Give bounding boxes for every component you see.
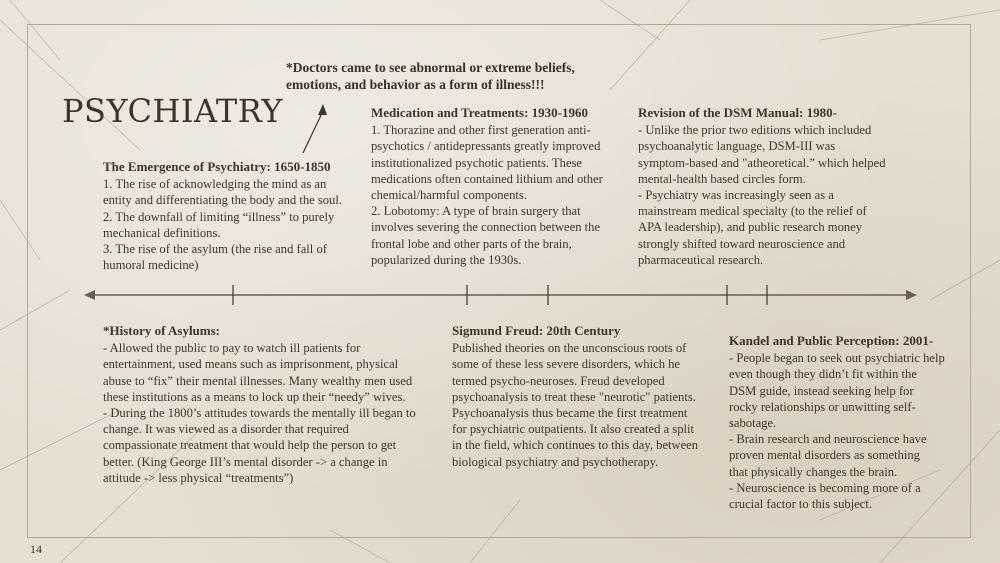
section-line: mechanical definitions. bbox=[103, 225, 221, 240]
section-line: attitude -> less physical “treatments”) bbox=[103, 470, 294, 485]
section-line: 2. The downfall of limiting “illness” to purely bbox=[103, 209, 335, 224]
section-line: strongly shifted toward neuroscience and bbox=[638, 236, 846, 251]
section-line: proven mental disorders as something bbox=[729, 448, 920, 463]
section-line: - People began to seek out psychiatric help bbox=[729, 351, 945, 366]
section-emergence bbox=[103, 159, 342, 273]
section-line: - During the 1800’s attitudes towards the mentally ill began to bbox=[103, 406, 416, 421]
pointer-arrow-line bbox=[303, 111, 323, 153]
section-line: 1. The rise of acknowledging the mind as an bbox=[103, 177, 327, 192]
section-line: institutionalized psychotic patients. These bbox=[371, 155, 583, 170]
section-line: these institutions as a means to lock up their “needy” wives. bbox=[103, 389, 406, 404]
section-line: chemical/harmful components. bbox=[371, 188, 527, 203]
section-medication bbox=[371, 105, 603, 268]
section-line: change. It was viewed as a disorder that required bbox=[103, 422, 349, 437]
section-heading: Revision of the DSM Manual: 1980- bbox=[638, 105, 837, 120]
section-line: DSM guide, instead seeking help for bbox=[729, 383, 914, 398]
section-line: some of these less severe disorders, which he bbox=[452, 357, 681, 372]
section-line: rocky relationships or unwitting self- bbox=[729, 399, 916, 414]
section-line: frontal lobe and other parts of the brain, bbox=[371, 236, 572, 251]
section-line: 1. Thorazine and other first generation anti- bbox=[371, 123, 591, 138]
section-heading: Medication and Treatments: 1930-1960 bbox=[371, 105, 589, 120]
section-line: compassionate treatment that would help the person to get bbox=[103, 438, 397, 453]
section-line: Psychoanalysis thus became the first treatment bbox=[452, 406, 688, 421]
section-line: entertainment, used means such as imprisonment, physical bbox=[103, 357, 399, 372]
timeline-right-arrow bbox=[906, 290, 917, 300]
section-line: - Allowed the public to pay to watch ill patients for bbox=[103, 341, 361, 356]
timeline-left-arrow bbox=[84, 290, 95, 300]
section-heading: *History of Asylums: bbox=[103, 323, 220, 338]
page-number: 14 bbox=[30, 542, 42, 556]
section-line: mental-health based circles form. bbox=[638, 171, 806, 186]
section-line: in the field, which continues to this day, between bbox=[452, 438, 699, 453]
section-line: 2. Lobotomy: A type of brain surgery that bbox=[371, 204, 581, 219]
section-line: Published theories on the unconscious roots of bbox=[452, 341, 687, 356]
note-line: *Doctors came to see abnormal or extreme beliefs, bbox=[286, 60, 575, 75]
section-line: symptom-based and "atheoretical.” which helped bbox=[638, 155, 886, 170]
section-line: sabotage. bbox=[729, 416, 777, 431]
section-line: popularized during the 1930s. bbox=[371, 252, 522, 267]
section-line: - Neuroscience is becoming more of a bbox=[729, 480, 921, 495]
section-dsm bbox=[638, 105, 886, 268]
section-heading: Kandel and Public Perception: 2001- bbox=[729, 333, 934, 348]
section-line: that physically changes the brain. bbox=[729, 464, 898, 479]
section-line: pharmaceutical research. bbox=[638, 252, 764, 267]
section-line: psychotics / antidepressants greatly improved bbox=[371, 139, 601, 154]
section-line: 3. The rise of the asylum (the rise and fall of bbox=[103, 242, 327, 257]
section-line: psychoanalysis to treat these "neurotic" patients. bbox=[452, 389, 696, 404]
section-line: termed psycho-neuroses. Freud developed bbox=[452, 373, 665, 388]
section-line: humoral medicine) bbox=[103, 258, 199, 273]
section-line: entity and differentiating the body and the soul. bbox=[103, 193, 342, 208]
section-line: involves severing the connection between the bbox=[371, 220, 601, 235]
page-title: PSYCHIATRY bbox=[62, 92, 283, 130]
section-asylums bbox=[103, 323, 416, 486]
section-heading: The Emergence of Psychiatry: 1650-1850 bbox=[103, 159, 331, 174]
pointer-arrow-head bbox=[318, 104, 327, 115]
section-line: better. (King George III’s mental disorder -> a change in bbox=[103, 454, 388, 469]
section-line: for psychiatric outpatients. It also created a split bbox=[452, 422, 694, 437]
section-line: even though they didn’t fit within the bbox=[729, 367, 917, 382]
note-line: emotions, and behavior as a form of illness!!! bbox=[286, 77, 545, 92]
section-line: - Psychiatry was increasingly seen as a bbox=[638, 188, 834, 203]
section-line: psychoanalytic language, DSM-III was bbox=[638, 139, 836, 154]
section-line: medications often contained lithium and other bbox=[371, 171, 603, 186]
section-line: - Brain research and neuroscience have bbox=[729, 432, 927, 447]
section-line: biological psychiatry and psychotherapy. bbox=[452, 454, 659, 469]
section-line: abuse to “fix” their mental illnesses. Many wealthy men used bbox=[103, 373, 413, 388]
section-line: mainstream medical specialty (to the relief of bbox=[638, 204, 867, 219]
section-line: crucial factor to this subject. bbox=[729, 497, 873, 512]
section-line: APA leadership), and public research money bbox=[638, 220, 863, 235]
section-line: - Unlike the prior two editions which included bbox=[638, 123, 872, 138]
section-freud bbox=[452, 323, 698, 470]
section-kandel bbox=[729, 333, 945, 512]
section-heading: Sigmund Freud: 20th Century bbox=[452, 323, 621, 338]
